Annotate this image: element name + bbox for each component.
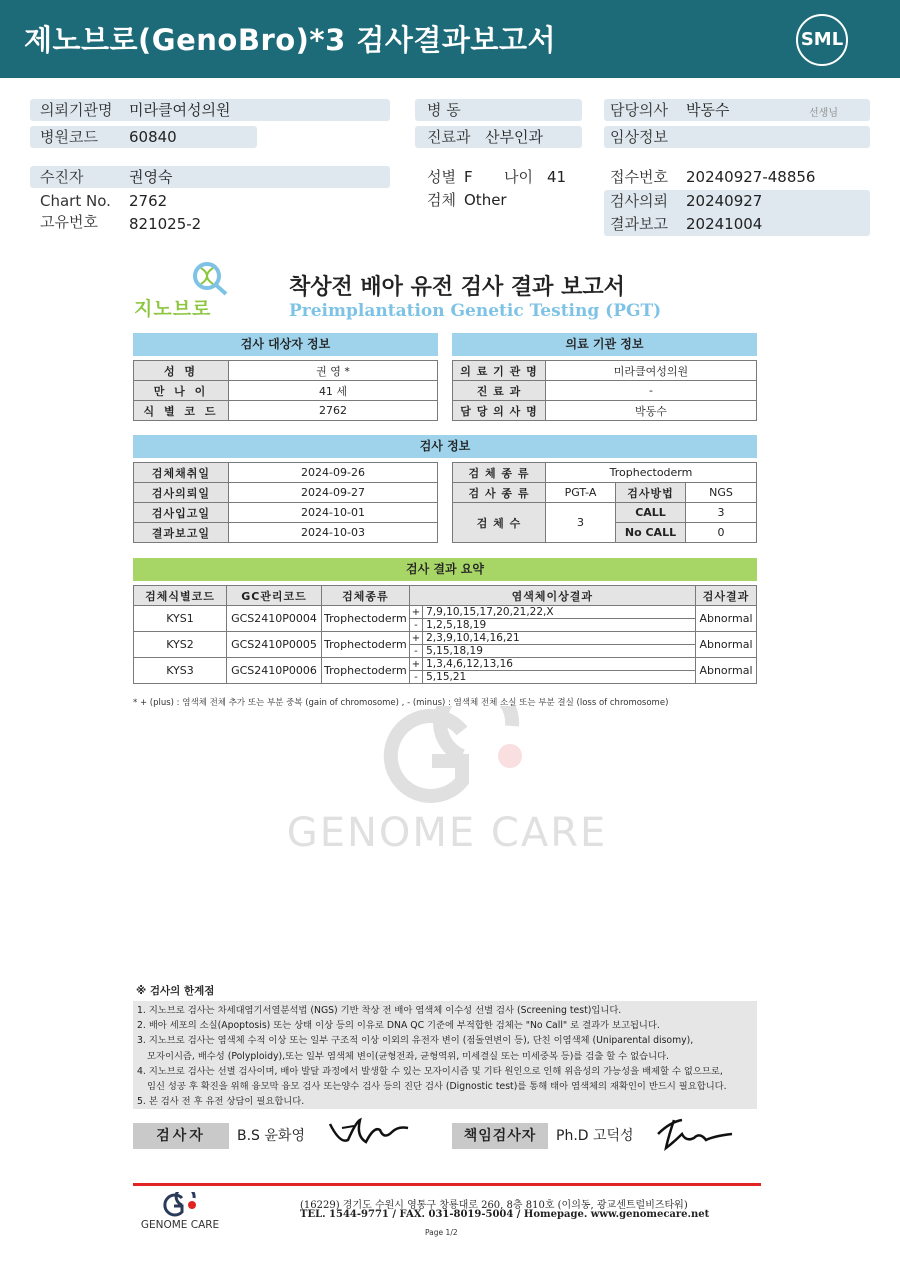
hospital-code-label: 병원코드 — [40, 128, 98, 146]
test-spec-table — [452, 462, 757, 543]
collect-date: 2024-09-26 — [229, 463, 438, 483]
limitations-title: ※ 검사의 한계점 — [136, 985, 215, 997]
genome-care-watermark — [272, 706, 622, 866]
report-label: 결과보고 — [610, 215, 668, 233]
col-chromosome: 염색체이상결과 — [409, 586, 695, 606]
test-dates-table — [133, 462, 438, 543]
subject-table — [133, 360, 438, 421]
medical-dept-label: 진 료 과 — [453, 381, 546, 401]
genobro-logo — [134, 260, 244, 322]
specimen-type-label: 검 체 종 류 — [453, 463, 546, 483]
subject-id: 2762 — [229, 401, 438, 421]
row-minus: 1,2,5,18,19 — [423, 619, 696, 632]
nocall: 0 — [686, 523, 757, 543]
limitation-line: 2. 배아 세포의 소실(Apoptosis) 또는 상태 이상 등의 이유로 DNA QC 기준에 부적합한 검체는 "No Call" 로 결과가 보고됩니다. — [137, 1020, 660, 1032]
call-label: CALL — [616, 503, 686, 523]
subject-header: 검사 대상자 정보 — [133, 333, 438, 356]
row-code: KYS3 — [134, 658, 227, 684]
medical-inst: 미라클여성의원 — [546, 361, 757, 381]
subject-age: 41 세 — [229, 381, 438, 401]
table-row — [134, 632, 757, 645]
method-label: 검사방법 — [616, 483, 686, 503]
plus-sign: + — [409, 658, 422, 671]
request-label: 검사의뢰 — [610, 192, 668, 210]
col-code: 검체식별코드 — [134, 586, 227, 606]
patient-row — [30, 166, 390, 188]
row-result: Abnormal — [695, 658, 756, 684]
call: 3 — [686, 503, 757, 523]
page-number: Page 1/2 — [425, 1228, 458, 1237]
doctor-suffix: 선생님 — [809, 108, 838, 119]
subject-id-label: 식 별 코 드 — [134, 401, 229, 421]
row-minus: 5,15,18,19 — [423, 645, 696, 658]
institution-label: 의뢰기관명 — [40, 101, 113, 119]
report-date: 2024-10-03 — [229, 523, 438, 543]
ward-label: 병 동 — [427, 101, 461, 119]
doctor-label: 담당의사 — [610, 101, 668, 119]
summary-table — [133, 585, 757, 684]
method: NGS — [686, 483, 757, 503]
row-plus: 2,3,9,10,14,16,21 — [423, 632, 696, 645]
medical-doctor: 박동수 — [546, 401, 757, 421]
sex-value: F — [464, 168, 473, 186]
hospital-code-value: 60840 — [129, 128, 177, 146]
request-date-label: 검사의뢰일 — [134, 483, 229, 503]
row-type: Trophectoderm — [322, 658, 410, 684]
row-gc: GCS2410P0005 — [227, 632, 322, 658]
limitations-box — [133, 1001, 757, 1109]
medical-header: 의료 기관 정보 — [452, 333, 757, 356]
receive-date: 2024-10-01 — [229, 503, 438, 523]
limitation-line: 모자이시즘, 배수성 (Polyploidy),또는 일부 염색체 변이(균형전좌, 균형역위, 미세결실 또는 미세중복 등)를 검출 할 수 없습니다. — [147, 1050, 669, 1062]
count-label: 검 체 수 — [453, 503, 546, 543]
tester-signature — [326, 1114, 412, 1150]
age-value: 41 — [547, 168, 567, 186]
table-row — [134, 658, 757, 671]
chart-label: Chart No. — [40, 192, 111, 210]
subject-age-label: 만 나 이 — [134, 381, 229, 401]
report-title-en: Preimplantation Genetic Testing (PGT) — [289, 301, 662, 321]
count: 3 — [546, 503, 616, 543]
chief-label: 책임검사자 — [452, 1123, 548, 1149]
report-date-label: 결과보고일 — [134, 523, 229, 543]
report-title-ko: 착상전 배아 유전 검사 결과 보고서 — [289, 275, 625, 300]
genome-care-logo-text: GENOME CARE — [140, 1219, 220, 1231]
genome-care-logo-icon — [130, 1192, 230, 1218]
row-code: KYS2 — [134, 632, 227, 658]
dept-label: 진료과 — [427, 128, 471, 146]
header-bar — [0, 0, 900, 78]
row-result: Abnormal — [695, 632, 756, 658]
patient-label: 수진자 — [40, 168, 84, 186]
footer-contact: TEL. 1544-9771 / FAX. 031-8019-5004 / Homepage. www.genomecare.net — [300, 1209, 710, 1220]
row-type: Trophectoderm — [322, 632, 410, 658]
watermark-text: GENOME CARE — [286, 810, 608, 856]
medical-dept: - — [546, 381, 757, 401]
medical-inst-label: 의 료 기 관 명 — [453, 361, 546, 381]
request-value: 20240927 — [686, 192, 763, 210]
dept-value: 산부인과 — [485, 128, 543, 146]
clinical-label: 임상정보 — [610, 128, 668, 146]
report-value: 20241004 — [686, 215, 763, 233]
plus-sign: + — [409, 606, 422, 619]
limitation-line: 3. 지노브로 검사는 염색체 수적 이상 또는 일부 구조적 이상 이외의 유전자 변이 (점돌연변이 등), 단친 이염색체 (Uniparental disomy), — [137, 1035, 694, 1047]
row-result: Abnormal — [695, 606, 756, 632]
receipt-label: 접수번호 — [610, 168, 668, 186]
age-label: 나이 — [504, 168, 533, 186]
medical-doctor-label: 담 당 의 사 명 — [453, 401, 546, 421]
nocall-label: No CALL — [616, 523, 686, 543]
limitation-line: 1. 지노브로 검사는 차세대염기서열분석법 (NGS) 기반 착상 전 배아 염색체 이수성 선별 검사 (Screening test)입니다. — [137, 1005, 622, 1016]
specimen-label: 검체 — [427, 191, 456, 209]
col-gc: GC관리코드 — [227, 586, 322, 606]
page-title: 제노브로(GenoBro)*3 검사결과보고서 — [24, 23, 556, 57]
chart-value: 2762 — [129, 192, 168, 210]
col-type: 검체종류 — [322, 586, 410, 606]
plus-sign: + — [409, 632, 422, 645]
request-date: 2024-09-27 — [229, 483, 438, 503]
limitation-line: 5. 본 검사 전 후 유전 상담이 필요합니다. — [137, 1096, 305, 1108]
row-gc: GCS2410P0006 — [227, 658, 322, 684]
row-plus: 1,3,4,6,12,13,16 — [423, 658, 696, 671]
receive-label: 검사입고일 — [134, 503, 229, 523]
unique-label: 고유번호 — [40, 213, 98, 231]
chief-name: Ph.D 고덕성 — [556, 1128, 634, 1144]
genome-care-logo — [130, 1192, 230, 1234]
limitation-line: 임신 성공 후 확진을 위해 융모막 융모 검사 또는양수 검사 등의 진단 검사 (Dignostic test)를 통해 태아 염색체의 재확인이 반드시 필요합니다. — [147, 1081, 727, 1093]
table-row — [134, 606, 757, 619]
row-minus: 5,15,21 — [423, 671, 696, 684]
tester-name: B.S 윤화영 — [237, 1128, 305, 1144]
subject-name-label: 성 명 — [134, 361, 229, 381]
collect-label: 검체채취일 — [134, 463, 229, 483]
footer-divider — [133, 1183, 761, 1186]
test-type-label: 검 사 종 류 — [453, 483, 546, 503]
institution-value: 미라클여성의원 — [129, 101, 231, 119]
summary-footnote: * + (plus) : 염색체 전체 추가 또는 부분 중복 (gain of chromosome) , - (minus) : 염색체 전체 소실 또는 부분 결실 (loss of chromosome) — [133, 698, 669, 708]
test-type: PGT-A — [546, 483, 616, 503]
specimen-value: Other — [464, 191, 507, 209]
chief-signature — [652, 1114, 738, 1154]
sml-logo: SML — [796, 14, 848, 66]
genome-care-watermark-icon — [272, 706, 622, 806]
row-plus: 7,9,10,15,17,20,21,22,X — [423, 606, 696, 619]
doctor-value: 박동수 — [686, 101, 730, 119]
medical-table — [452, 360, 757, 421]
specimen-type: Trophectoderm — [546, 463, 757, 483]
patient-value: 권영숙 — [129, 168, 173, 186]
test-info-header: 검사 정보 — [133, 435, 757, 458]
subject-name: 권 영 * — [229, 361, 438, 381]
unique-value: 821025-2 — [129, 215, 202, 233]
sex-label: 성별 — [427, 168, 456, 186]
row-gc: GCS2410P0004 — [227, 606, 322, 632]
genobro-logo-text: 지노브로 — [134, 298, 212, 320]
receipt-value: 20240927-48856 — [686, 168, 816, 186]
minus-sign: - — [409, 619, 422, 632]
tester-label: 검사자 — [133, 1123, 229, 1149]
footer-address: (16229) 경기도 수원시 영통구 창룡대로 260, 8층 810호 (이의동, 광교센트럴비즈타워) — [300, 1200, 688, 1211]
col-result: 검사결과 — [695, 586, 756, 606]
limitation-line: 4. 지노브로 검사는 선별 검사이며, 배아 발달 과정에서 발생할 수 있는 모자이시즘 및 기타 원인으로 인해 위음성의 가능성을 배제할 수 없으므로, — [137, 1065, 723, 1077]
summary-header: 검사 결과 요약 — [133, 558, 757, 581]
minus-sign: - — [409, 671, 422, 684]
row-type: Trophectoderm — [322, 606, 410, 632]
row-code: KYS1 — [134, 606, 227, 632]
minus-sign: - — [409, 645, 422, 658]
